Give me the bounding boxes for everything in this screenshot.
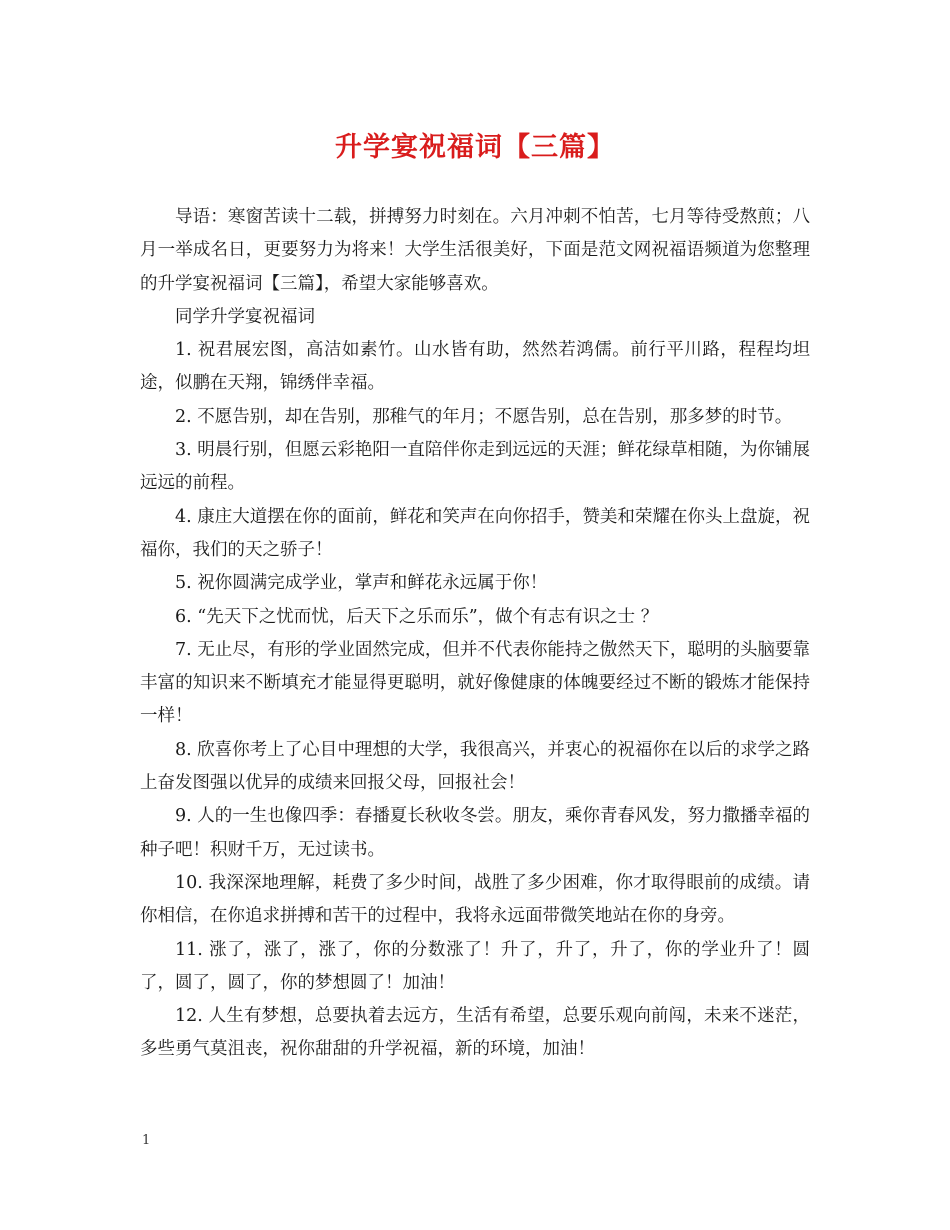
- blessing-item-12: 12. 人生有梦想，总要执着去远方，生活有希望，总要乐观向前闯，未来不迷茫，多些勇气莫沮丧，祝你甜甜的升学祝福，新的环境，加油！: [140, 1006, 810, 1060]
- blessing-item-6: 6. “先天下之忧而忧，后天下之乐而乐”，做个有志有识之士 ？: [175, 606, 659, 627]
- blessing-item-8: 8. 欣喜你考上了心目中理想的大学，我很高兴，并衷心的祝福你在以后的求学之路上奋发图强以优异的成绩来回报父母，回报社会！: [140, 739, 810, 794]
- blessing-item-10: 10. 我深深地理解，耗费了多少时间，战胜了多少困难，你才取得眼前的成绩。请你相信，在你追求拼搏和苦干的过程中，我将永远面带微笑地站在你的身旁。: [140, 872, 810, 927]
- page-number: 1: [142, 1133, 151, 1148]
- blessing-item-3: 3. 明晨行别，但愿云彩艳阳一直陪伴你走到远远的天涯；鲜花绿草相随，为你铺展远远的前程。: [140, 440, 810, 494]
- blessing-item-1: 1. 祝君展宏图，高洁如素竹。山水皆有助，然然若鸿儒。前行平川路，程程均坦途，似鹏在天翔，锦绣伴幸福。: [140, 340, 810, 394]
- blessing-item-11: 11. 涨了，涨了，涨了，你的分数涨了！升了，升了，升了，你的学业升了！圆了，圆了，圆了，你的梦想圆了！加油！: [140, 939, 810, 993]
- blessing-item-2: 2. 不愿告别，却在告别，那稚气的年月；不愿告别，总在告别，那多梦的时节。: [175, 406, 793, 427]
- blessing-item-9: 9. 人的一生也像四季：春播夏长秋收冬尝。朋友，乘你青春风发，努力撒播幸福的种子吧！积财千万，无过读书。: [140, 806, 810, 860]
- intro-paragraph: 导语：寒窗苦读十二载，拼搏努力时刻在。六月冲刺不怕苦，七月等待受熬煎；八月一举成名日，更要努力为将来！大学生活很美好，下面是范文网祝福语频道为您整理的升学宴祝福词【三篇】，希望大家能够喜欢。: [140, 207, 810, 294]
- document-title: 升学宴祝福词【三篇】: [335, 132, 615, 163]
- blessing-item-5: 5. 祝你圆满完成学业，掌声和鲜花永远属于你！: [175, 573, 548, 594]
- section-heading: 同学升学宴祝福词: [175, 306, 315, 327]
- blessing-item-7: 7. 无止尽，有形的学业固然完成，但并不代表你能持之傲然天下，聪明的头脑要靠丰富的知识来不断填充才能显得更聪明，就好像健康的体魄要经过不断的锻炼才能保持一样！: [140, 639, 810, 727]
- blessing-item-4: 4. 康庄大道摆在你的面前，鲜花和笑声在向你招手，赞美和荣耀在你头上盘旋，祝福你，我们的天之骄子！: [140, 506, 810, 560]
- document-body: [140, 201, 810, 1067]
